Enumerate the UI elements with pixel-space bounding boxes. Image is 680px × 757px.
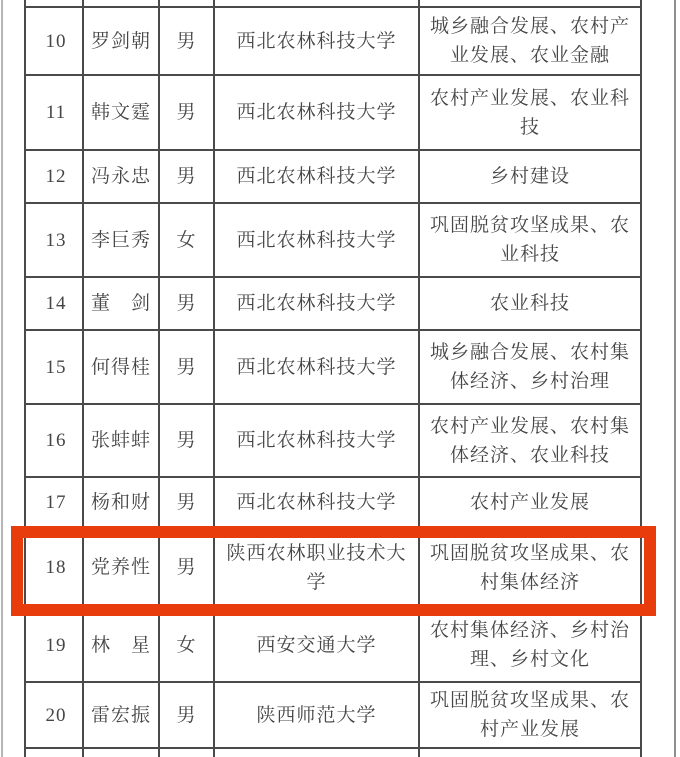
table-row-partial-bottom bbox=[25, 748, 641, 757]
cell-name: 韩文霆 bbox=[83, 75, 159, 150]
cell-empty bbox=[25, 0, 83, 7]
cell-name: 林 星 bbox=[83, 608, 159, 682]
cell-gender: 女 bbox=[159, 203, 214, 277]
cell-research-areas: 农村产业发展、农业科技 bbox=[419, 75, 641, 150]
cell-empty bbox=[419, 748, 641, 757]
cell-name: 张蚌蚌 bbox=[83, 404, 159, 477]
cell-empty bbox=[159, 748, 214, 757]
cell-research-areas: 城乡融合发展、农村集体经济、乡村治理 bbox=[419, 330, 641, 404]
table-row bbox=[25, 608, 641, 682]
table-row bbox=[25, 7, 641, 75]
cell-name: 何得桂 bbox=[83, 330, 159, 404]
cell-empty bbox=[419, 0, 641, 7]
roster-table bbox=[24, 0, 642, 757]
cell-gender: 男 bbox=[159, 477, 214, 527]
cell-university: 西北农林科技大学 bbox=[214, 330, 419, 404]
table-row bbox=[25, 150, 641, 203]
cell-university: 西北农林科技大学 bbox=[214, 7, 419, 75]
cell-gender: 男 bbox=[159, 75, 214, 150]
cell-name: 杨和财 bbox=[83, 477, 159, 527]
cell-name: 冯永忠 bbox=[83, 150, 159, 203]
cell-number: 10 bbox=[25, 7, 83, 75]
cell-research-areas: 城乡融合发展、农村产业发展、农业金融 bbox=[419, 7, 641, 75]
cell-gender: 男 bbox=[159, 404, 214, 477]
table-row bbox=[25, 277, 641, 330]
cell-number: 14 bbox=[25, 277, 83, 330]
cell-name: 李巨秀 bbox=[83, 203, 159, 277]
cell-gender: 男 bbox=[159, 277, 214, 330]
cell-empty bbox=[214, 0, 419, 7]
cell-research-areas: 巩固脱贫攻坚成果、农村集体经济 bbox=[419, 527, 641, 608]
cell-number: 17 bbox=[25, 477, 83, 527]
cell-university: 陕西农林职业技术大学 bbox=[214, 527, 419, 608]
cell-research-areas: 农村产业发展 bbox=[419, 477, 641, 527]
page-right-edge-line bbox=[674, 0, 676, 757]
cell-number: 13 bbox=[25, 203, 83, 277]
cell-university: 陕西师范大学 bbox=[214, 682, 419, 748]
cell-gender: 男 bbox=[159, 150, 214, 203]
table-row-partial-top bbox=[25, 0, 641, 7]
cell-name: 董 剑 bbox=[83, 277, 159, 330]
table-row bbox=[25, 330, 641, 404]
cell-number: 11 bbox=[25, 75, 83, 150]
cell-number: 12 bbox=[25, 150, 83, 203]
cell-university: 西北农林科技大学 bbox=[214, 203, 419, 277]
cell-university: 西安交通大学 bbox=[214, 608, 419, 682]
cell-number: 16 bbox=[25, 404, 83, 477]
cell-university: 西北农林科技大学 bbox=[214, 477, 419, 527]
table-row bbox=[25, 682, 641, 748]
cell-research-areas: 农村产业发展、农村集体经济、农业科技 bbox=[419, 404, 641, 477]
highlight-box bbox=[11, 526, 656, 616]
cell-research-areas: 农业科技 bbox=[419, 277, 641, 330]
cell-empty bbox=[159, 0, 214, 7]
cell-university: 西北农林科技大学 bbox=[214, 75, 419, 150]
cell-research-areas: 农村集体经济、乡村治理、乡村文化 bbox=[419, 608, 641, 682]
cell-university: 西北农林科技大学 bbox=[214, 277, 419, 330]
page-left-edge-line bbox=[1, 0, 3, 757]
cell-gender: 男 bbox=[159, 7, 214, 75]
cell-number: 19 bbox=[25, 608, 83, 682]
cell-number: 18 bbox=[25, 527, 83, 608]
cell-empty bbox=[214, 748, 419, 757]
cell-research-areas: 乡村建设 bbox=[419, 150, 641, 203]
cell-research-areas: 巩固脱贫攻坚成果、农村产业发展 bbox=[419, 682, 641, 748]
cell-gender: 男 bbox=[159, 330, 214, 404]
cell-gender: 女 bbox=[159, 608, 214, 682]
cell-empty bbox=[25, 748, 83, 757]
cell-empty bbox=[83, 0, 159, 7]
table-row bbox=[25, 477, 641, 527]
cell-gender: 男 bbox=[159, 682, 214, 748]
cell-university: 西北农林科技大学 bbox=[214, 404, 419, 477]
cell-name: 党养性 bbox=[83, 527, 159, 608]
cell-number: 15 bbox=[25, 330, 83, 404]
table-row bbox=[25, 75, 641, 150]
cell-university: 西北农林科技大学 bbox=[214, 150, 419, 203]
cell-name: 雷宏振 bbox=[83, 682, 159, 748]
cell-research-areas: 巩固脱贫攻坚成果、农业科技 bbox=[419, 203, 641, 277]
cell-empty bbox=[83, 748, 159, 757]
cell-gender: 男 bbox=[159, 527, 214, 608]
table-row bbox=[25, 404, 641, 477]
cell-name: 罗剑朝 bbox=[83, 7, 159, 75]
table-row bbox=[25, 203, 641, 277]
cell-number: 20 bbox=[25, 682, 83, 748]
